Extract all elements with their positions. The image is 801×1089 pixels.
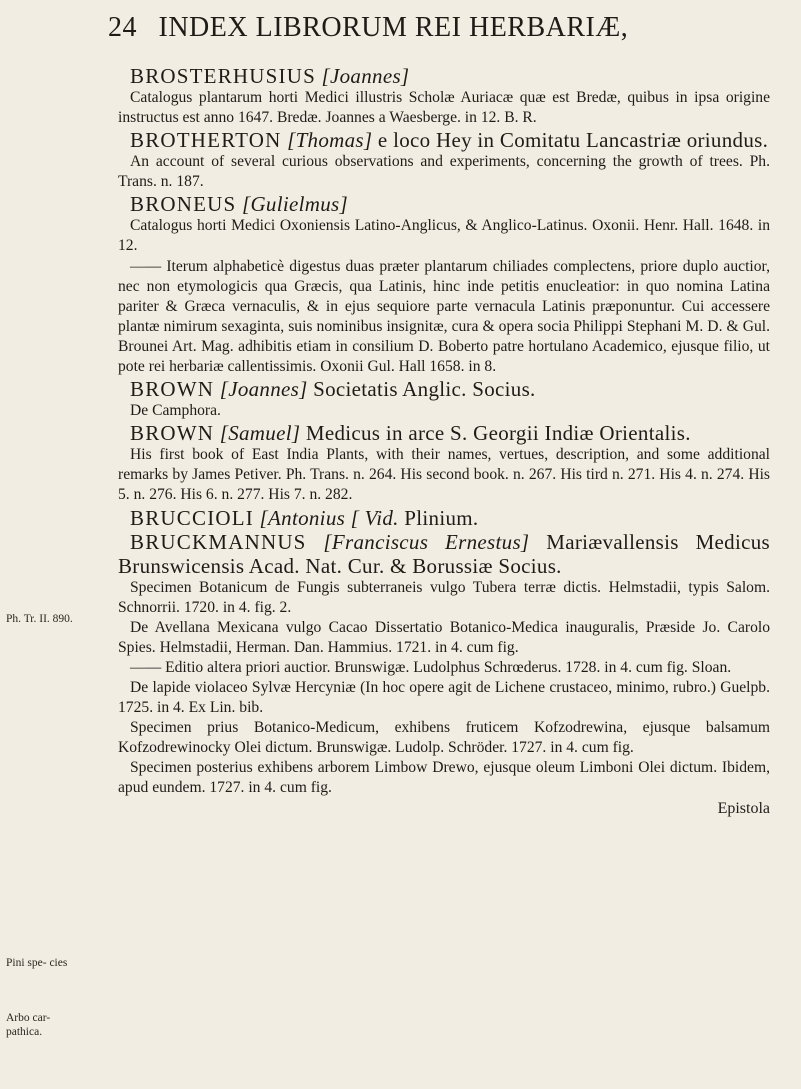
entry-broneus <box>118 192 770 377</box>
entry-heading: BROWN [Joannes] Societatis Anglic. Socius. <box>130 377 536 402</box>
entry-text: —— Editio altera priori auctior. Brunswigæ. Ludolphus Schrœderus. 1728. in 4. cum fig. Sloan. <box>130 658 732 676</box>
entry-bruckmannus <box>118 530 770 799</box>
entry-text: Catalogus plantarum horti Medici illustris Scholæ Auriacæ quæ est Bredæ, quibus in ipsa origine instructus est anno 1647. Bredæ. Joannes a Waesberge. in 12. B. R. <box>118 89 770 127</box>
entry-brown-samuel <box>118 421 770 505</box>
entry-brotherton <box>118 128 770 192</box>
margin-note-ph-trans: Ph. Tr. II. 890. <box>6 613 73 625</box>
entry-bruccioli <box>118 506 770 530</box>
entry-text: An account of several curious observations and experiments, concerning the growth of trees. Ph. Trans. n. 187. <box>118 153 770 191</box>
catchword: Epistola <box>717 799 770 817</box>
running-title: INDEX LIBRORUM REI HERBARIÆ, <box>158 12 629 43</box>
entry-brosterhusius <box>118 64 770 128</box>
index-entries <box>118 64 770 819</box>
entry-brown-joannes <box>118 377 770 421</box>
entry-heading: BRONEUS [Gulielmus] <box>130 192 348 217</box>
entry-heading: BROSTERHUSIUS [Joannes] <box>130 64 410 88</box>
entry-text: Specimen Botanicum de Fungis subterraneis vulgo Tubera terræ dictis. Helmstadii, typis Salom. Schnorrii. 1720. in 4. fig. 2. <box>118 578 770 616</box>
entry-heading: BRUCCIOLI [Antonius [ Vid. Plinium. <box>130 505 479 530</box>
margin-note-arbo-carpathica: Arbo car- pathica. <box>6 1012 51 1038</box>
entry-text: Catalogus horti Medici Oxoniensis Latino-Anglicus, & Anglico-Latinus. Oxonii. Henr. Hall. 1648. in 12. <box>118 217 770 255</box>
entry-text: Specimen prius Botanico-Medicum, exhibens fruticem Kofzodrewina, ejusque balsamum Kofzodrewinocky Olei dictum. Brunswigæ. Ludolp. Schröder. 1727. in 4. cum fig. <box>118 719 770 757</box>
entry-text: De Avellana Mexicana vulgo Cacao Dissertatio Botanico-Medica inauguralis, Præside Jo. Carolo Spies. Helmstadii, Herman. Dan. Hammius. 1721. in 4. cum fig. <box>118 618 770 656</box>
entry-heading: BROTHERTON [Thomas] e loco Hey in Comitatu Lancastriæ oriundus. <box>130 128 769 153</box>
entry-text: His first book of East India Plants, with their names, vertues, description, and some additional remarks by James Petiver. Ph. Trans. n. 264. His second book. n. 267. His tird n. 271. His 4. n. 274. His 5. n. 276. His 6. n. 277. His 7. n. 282. <box>118 446 770 504</box>
entry-text: De Camphora. <box>130 402 221 420</box>
entry-heading: BROWN [Samuel] Medicus in arce S. Georgii Indiæ Orientalis. <box>130 421 691 446</box>
page-number: 24 <box>108 12 137 43</box>
entry-text: —— Iterum alphabeticè digestus duas præter plantarum chiliades complectens, priore duplo auctior, nec non etymologicis qua Græcis, qua Latinis, hinc inde petitis enucleatior: in quo nomina Latina pariter & Græca vernaculis, & in ejus sequiore parte vernacula Latinis præponuntur. Cui accessere plantæ nimirum sexaginta, suis nominibus insignitæ, cura & opera socia Philippi Stephani M. D. & Gul. Brounei Art. Mag. adhibitis etiam in consilium D. Boberto patre hortulano Academico, ejusque filio, ut pote rei herbariæ callentissimis. Oxonii Gul. Hall 1658. in 8. <box>118 257 770 376</box>
entry-text: De lapide violaceo Sylvæ Hercyniæ (In hoc opere agit de Lichene crustaceo, minimo, rubro.) Guelpb. 1725. in 4. Ex Lin. bib. <box>118 678 770 717</box>
margin-note-pini-species: Pini spe- cies <box>6 957 68 969</box>
running-header <box>108 12 788 56</box>
entry-text: Specimen posterius exhibens arborem Limbow Drewo, ejusque oleum Limboni Olei dictum. Ibidem, apud eundem. 1727. in 4. cum fig. <box>118 759 770 797</box>
entry-heading: BRUCKMANNUS [Franciscus Ernestus] Mariævallensis Medicus Brunswicensis Acad. Nat. Cur. & Borussiæ Socius. <box>118 529 770 578</box>
